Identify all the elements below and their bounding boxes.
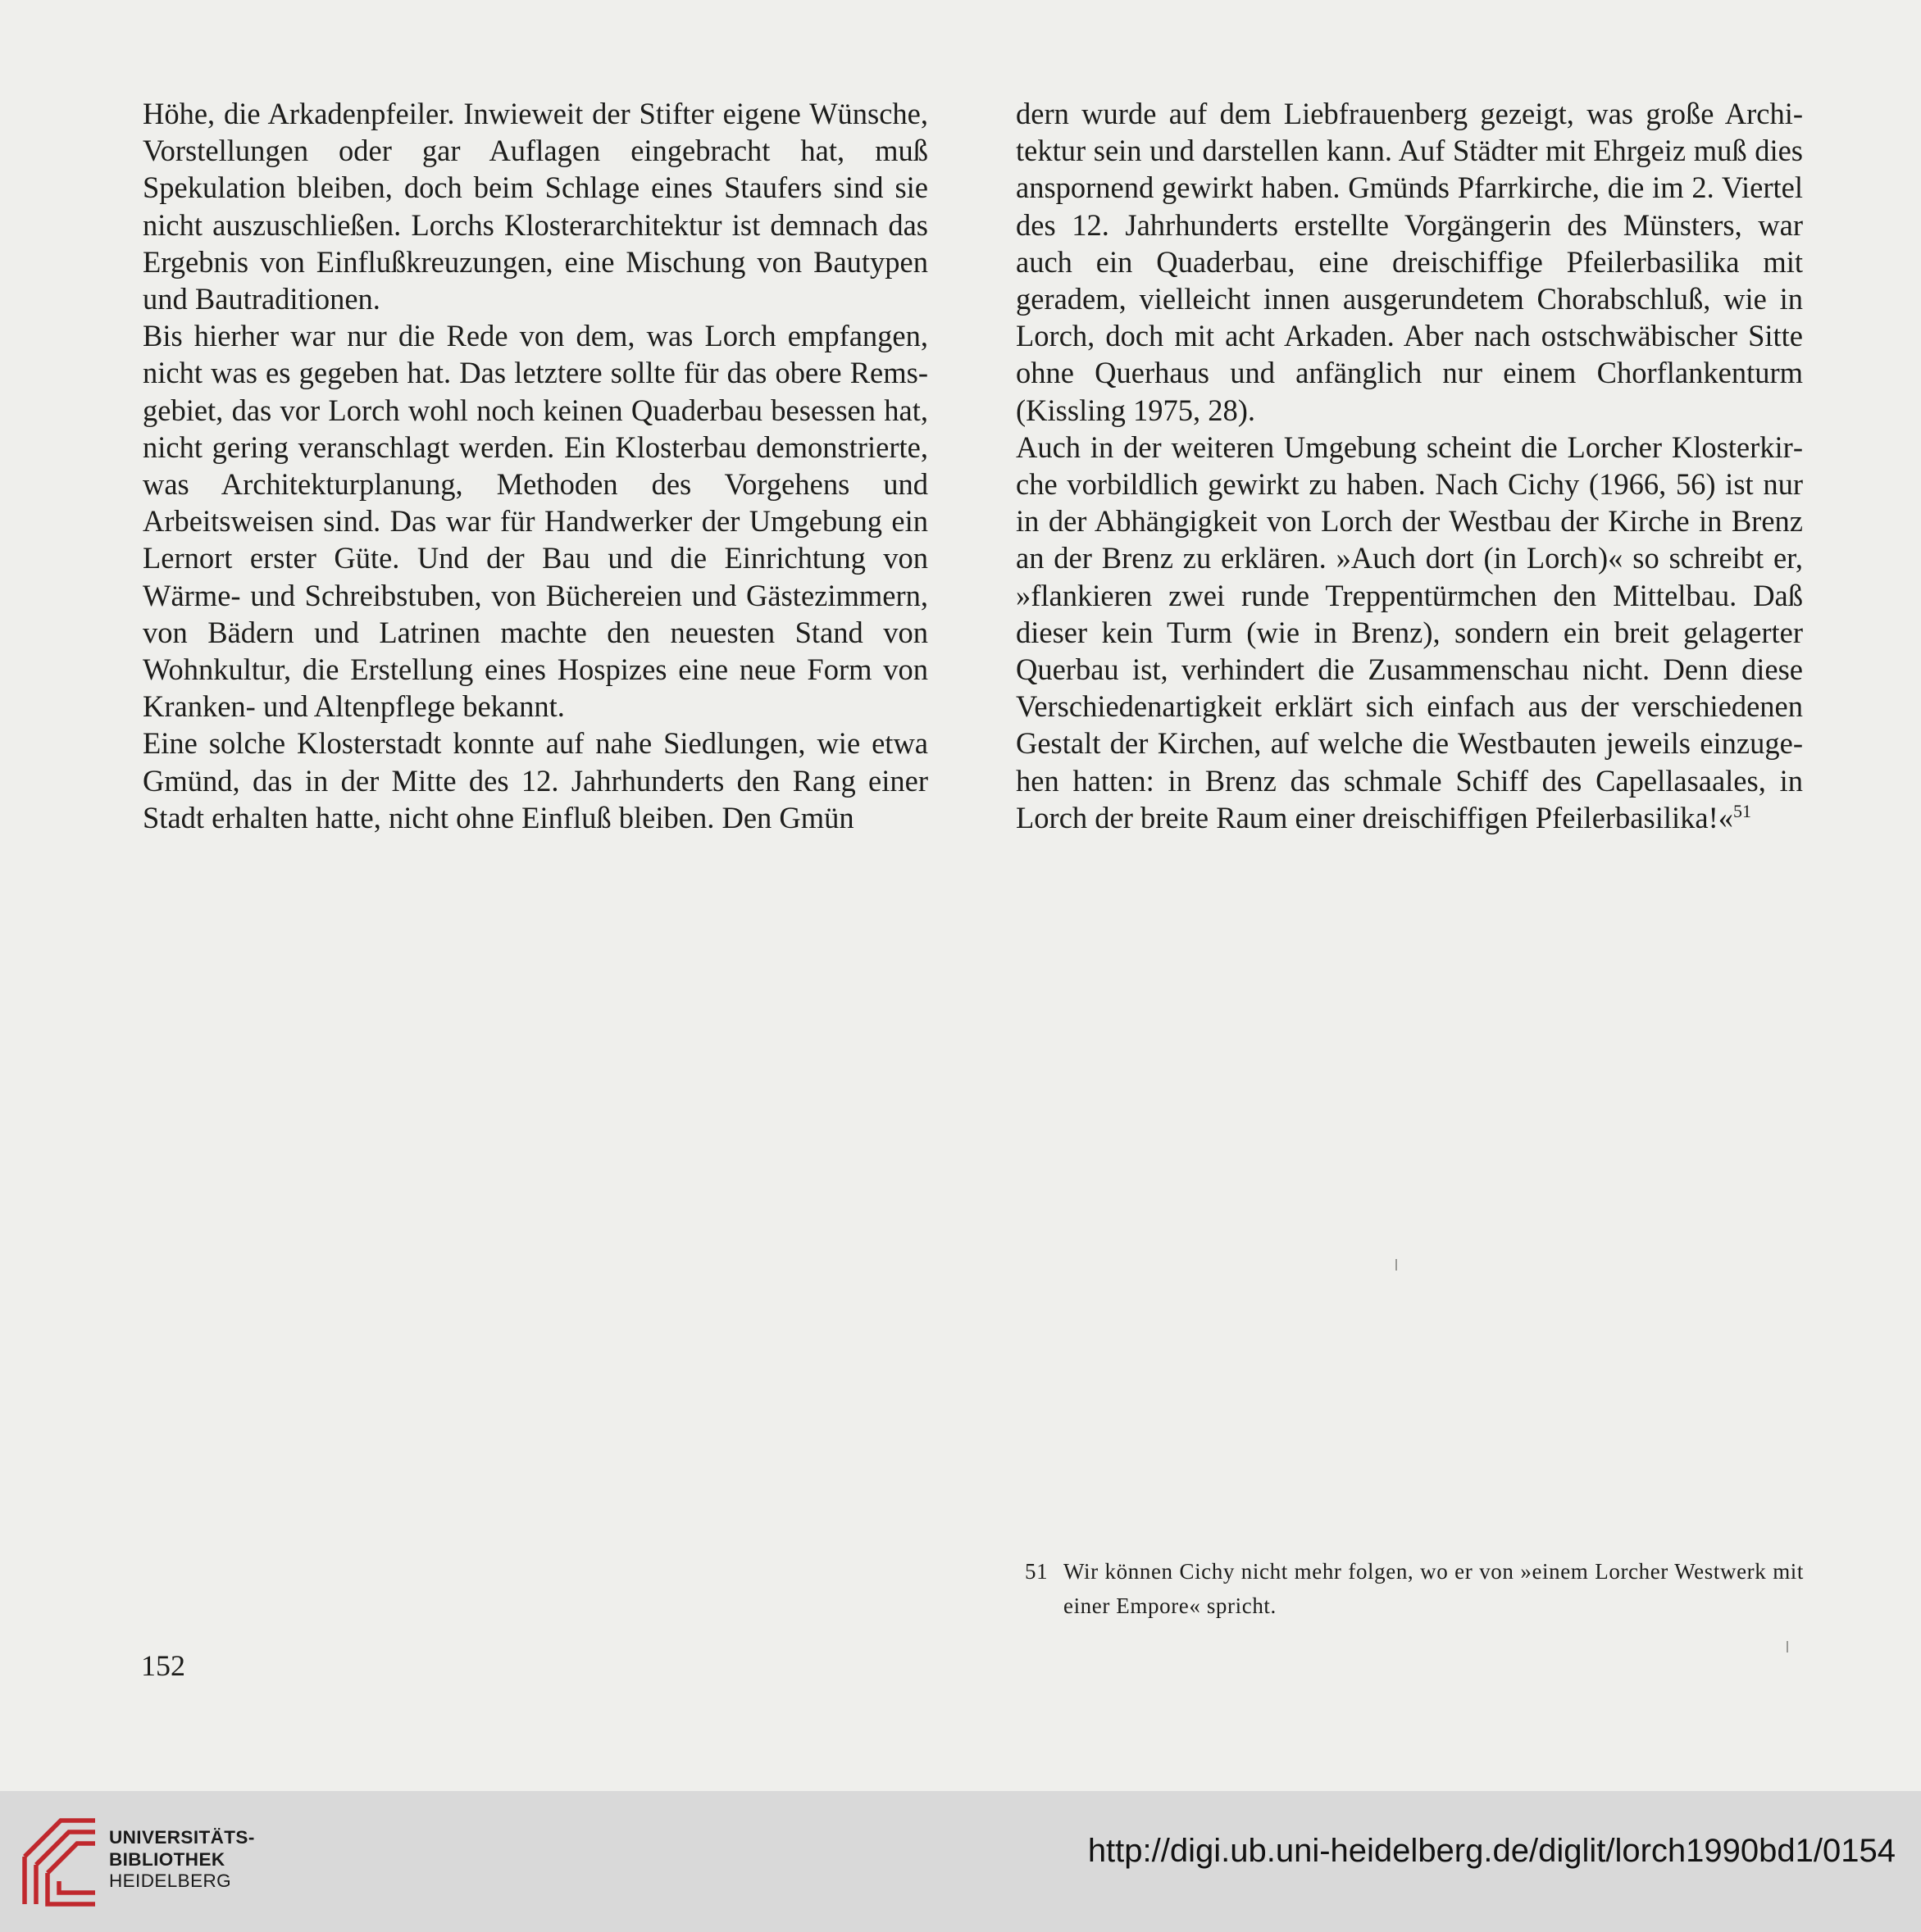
right-text-column (1016, 95, 1803, 836)
paragraph-text: Auch in der weiteren Umgebung scheint die Lorcher Klosterkirche vorbildlich gewirkt zu haben. Nach Cichy (1966, 56) ist nur in der Abhängigkeit von Lorch der Westbau der Kirche in Brenz an der Brenz zu erklären. »Auch dort (in Lorch)« so schreibt er, »flankieren zwei runde Treppentürmchen den Mittelbau. Daß dieser kein Turm (wie in Brenz), sondern ein breit gelagerter Querbau ist, verhindert die Zusammenschau nicht. Denn diese Verschiedenartigkeit erklärt sich einfach aus der verschiedenen Gestalt der Kirchen, auf welche die Westbauten jeweils einzugehen hatten: in Brenz das schmale Schiff des Capellasaales, in Lorch der breite Raum einer dreischiffigen Pfeilerbasilika!« (1016, 430, 1803, 834)
permalink-url[interactable]: http://digi.ub.uni-heidelberg.de/diglit/lorch1990bd1/0154 (1087, 1833, 1896, 1869)
scan-speck (1395, 1259, 1397, 1271)
paragraph: dern wurde auf dem Liebfrauenberg gezeigt, was große Architektur sein und darstellen kann. Auf Städter mit Ehrgeiz muß dies anspornend gewirkt haben. Gmünds Pfarrkirche, die im 2. Viertel des 12. Jahrhunderts erstellte Vorgängerin des Münsters, war auch ein Quaderbau, eine dreischiffige Pfeilerbasilika mit geradem, vielleicht innen ausgerundetem Chorabschluß, wie in Lorch, doch mit acht Arkaden. Aber nach ostschwäbischer Sitte ohne Querhaus und anfänglich nur einem Chorflankenturm (Kissling 1975, 28). (1016, 97, 1803, 427)
scan-speck (1787, 1641, 1788, 1652)
paragraph-with-footnote (1016, 429, 1803, 836)
footnote-text: Wir können Cichy nicht mehr folgen, wo er von »einem Lorcher Westwerk mit einer Empore« spricht. (1063, 1559, 1804, 1618)
paragraph: Höhe, die Arkadenpfeiler. Inwieweit der Stifter eigene Wünsche, Vorstellungen oder gar Auflagen eingebracht hat, muß Spekulation bleiben, doch beim Schlage eines Staufers sind sie nicht auszuschließen. Lorchs Klosterarchitektur ist demnach das Ergebnis von Einflußkreuzungen, eine Mischung von Bautypen und Bautraditionen. (143, 97, 928, 316)
library-name-line: UNIVERSITÄTS- (109, 1827, 255, 1848)
footnote-number: 51 (1025, 1559, 1049, 1584)
footnote-reference: 51 (1732, 800, 1751, 821)
library-logo-icon (18, 1814, 100, 1911)
footnote (1025, 1554, 1804, 1623)
library-name-line: HEIDELBERG (109, 1871, 232, 1891)
paragraph: Bis hierher war nur die Rede von dem, was Lorch empfangen, nicht was es gegeben hat. Das letztere sollte für das obere Remsgebiet, das vor Lorch wohl noch keinen Quaderbau besessen hat, nicht gering veranschlagt werden. Ein Klosterbau demonstrierte, was Architekturplanung, Methoden des Vorgehens und Arbeitsweisen sind. Das war für Handwerker der Umgebung ein Lernort erster Güte. Und der Bau und die Einrichtung von Wärme- und Schreibstuben, von Büchereien und Gästezimmern, von Bädern und Latrinen machte den neuesten Stand von Wohnkultur, die Erstellung eines Hospizes eine neue Form von Kranken- und Altenpflege bekannt. (143, 319, 928, 724)
page-number: 152 (141, 1649, 185, 1682)
library-name (109, 1827, 255, 1893)
paragraph: Eine solche Klosterstadt konnte auf nahe Siedlungen, wie etwa Gmünd, das in der Mitte des 12. Jahrhunderts den Rang einer Stadt erhalten hatte, nicht ohne Einfluß bleiben. Den Gmün (143, 726, 928, 834)
footer-bar (0, 1791, 1921, 1932)
library-name-line: BIBLIOTHEK (109, 1848, 225, 1870)
left-text-column (143, 95, 928, 836)
